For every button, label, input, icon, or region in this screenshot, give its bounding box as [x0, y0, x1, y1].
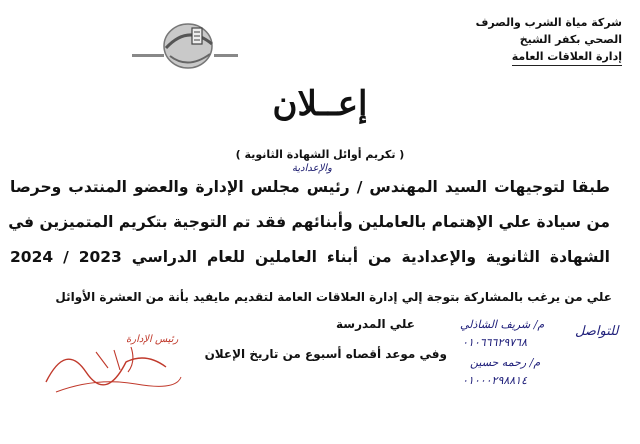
details-line-2: علي المدرسة — [336, 317, 415, 331]
company-name-line1: شركة مياة الشرب والصرف — [475, 16, 622, 29]
signature-image — [36, 322, 186, 402]
contact-2-phone: ٠١٠٠٠٢٩٨٨١٤ — [462, 374, 527, 387]
body-line-2: من سيادة علي الإهتمام بالعاملين وأبنائهم فقد تم التوجية بتكريم المتميزين في — [8, 213, 610, 231]
contact-1-phone: ٠١٠٦٦٦٢٩٧٦٨ — [462, 336, 527, 349]
contact-1-name: م/ شريف الشاذلي — [460, 318, 545, 331]
contact-2-name: م/ رحمه حسين — [470, 356, 541, 369]
company-header — [476, 14, 622, 66]
announcement-subtitle: ( تكريم أوائل الشهادة الثانوية ) — [235, 148, 405, 161]
department-name: إدارة العلاقات العامة — [512, 48, 622, 66]
details-line-3: وفي موعد أقصاه أسبوع من تاريخ الإعلان — [204, 347, 447, 361]
details-line-1: علي من يرغب بالمشاركة بتوجة إلي إدارة العلاقات العامة لتقديم مايفيد بأنة من العشرة الأوائل — [55, 290, 612, 304]
company-name-line2: الصحي بكفر الشيخ — [519, 33, 622, 46]
page-title: إعــلان — [272, 84, 368, 124]
body-line-3: الشهادة الثانوية والإعدادية من أبناء العاملين للعام الدراسي 2023 / 2024 — [10, 248, 610, 266]
body-line-1: طبقا لتوجيهات السيد المهندس / رئيس مجلس الإدارة والعضو المنتدب وحرصا — [10, 178, 610, 196]
handwritten-insert: والإعدادية — [292, 163, 332, 174]
signature-caption: رئيس الإدارة — [126, 334, 179, 345]
company-logo — [130, 14, 240, 76]
contacts-heading: للتواصل — [575, 324, 619, 339]
